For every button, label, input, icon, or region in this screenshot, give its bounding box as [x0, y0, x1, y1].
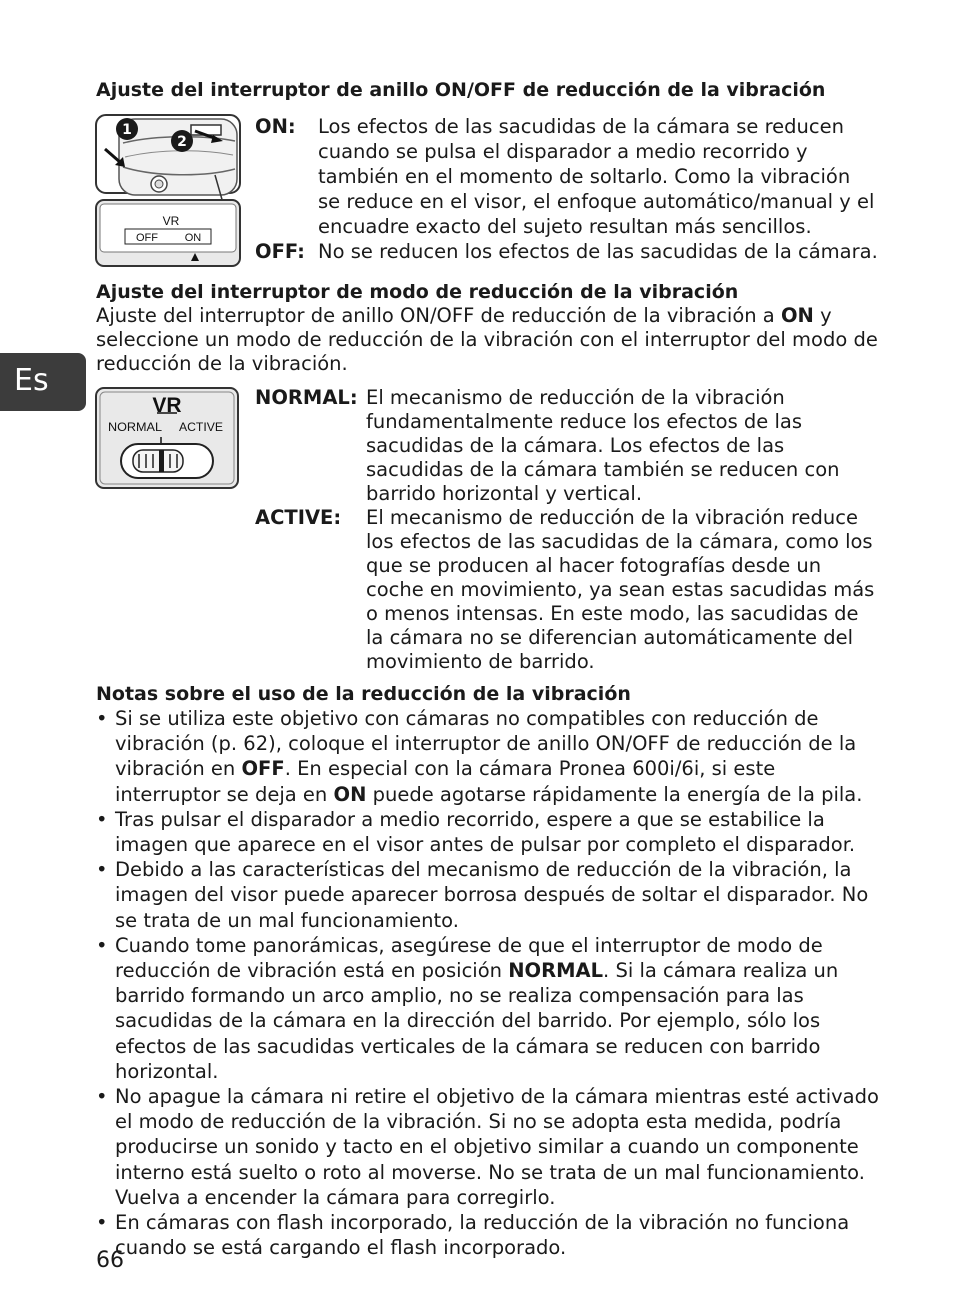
- note4-text-b: . Si la cámara realiza un barrido formando un arco amplio, no se realiza compensación para las sacudidas de la cámara en la dirección del barrido. Por ejemplo, sólo los efectos de las sacudidas verticales de la cámara se reducen con barrido horizontal.: [115, 959, 839, 1083]
- vr-switch-off-label: OFF: [136, 232, 158, 244]
- vr-mode-title: VR: [152, 394, 182, 417]
- language-tab-label: Es: [14, 363, 49, 398]
- note1-off: OFF: [241, 757, 285, 781]
- section2-title: Ajuste del interruptor de modo de reducción de la vibración: [96, 281, 739, 303]
- list-item: [96, 857, 886, 933]
- on-description: Los efectos de las sacudidas de la cámara se reducen cuando se pulsa el disparador a medio recorrido y también en el momento de soltarlo. Como la vibración se reduce en el visor, el enfoque automático/manual y el encuadre exacto del sujeto resultan más sencillos.: [318, 115, 875, 238]
- note4-normal: NORMAL: [508, 959, 604, 983]
- language-tab: [0, 353, 86, 411]
- note4-text-a: Cuando tome panorámicas, asegúrese de que el interruptor de modo de reducción de vibración está en posición: [115, 933, 823, 983]
- vr-mode-active-label: ACTIVE: [179, 420, 223, 434]
- off-description: No se reducen los efectos de las sacudidas de la cámara.: [318, 240, 878, 263]
- vr-switch-title: VR: [162, 214, 180, 228]
- lens-switch-illustration: [95, 113, 243, 269]
- list-item: [96, 706, 886, 807]
- list-item: [96, 1084, 886, 1210]
- note1-on: ON: [333, 782, 367, 806]
- note3-text: Debido a las características del mecanismo de reducción de la vibración, la imagen del visor puede aparecer borrosa después de soltar el disparador. No se trata de un mal funcionamiento.: [115, 858, 869, 932]
- section2-intro-text-b: y seleccione un modo de reducción de la vibración con el interruptor del modo de reducción de la vibración.: [96, 304, 878, 375]
- normal-description: El mecanismo de reducción de la vibración fundamentalmente reduce los efectos de las sacudidas de la cámara. Los efectos de las sacudidas de la cámara también se reducen con barrido horizontal y vertical.: [366, 386, 840, 505]
- section2-intro: [96, 304, 886, 376]
- note5-text: No apague la cámara ni retire el objetivo de la cámara mientras esté activado el modo de reducción de la vibración. Si no se adopta esta medida, podría producirse un sonido y tacto en el objetivo similar a cuando un componente interno está suelto o roto al moverse. No se trata de un mal funcionamiento. Vuelva a encender la cámara para corregirlo.: [115, 1085, 879, 1209]
- list-item: [96, 1210, 886, 1260]
- note2-text: Tras pulsar el disparador a medio recorrido, espere a que se estabilice la imagen que aparece en el visor antes de pulsar por completo el disparador.: [115, 807, 856, 857]
- section1-title: Ajuste del interruptor de anillo ON/OFF de reducción de la vibración: [96, 79, 826, 101]
- vr-mode-figure: [95, 387, 241, 491]
- list-item: [96, 807, 886, 857]
- note6-text: En cámaras con flash incorporado, la reducción de la vibración no funciona cuando se está cargando el flash incorporado.: [115, 1211, 850, 1260]
- note1-text-a: Si se utiliza este objetivo con cámaras no compatibles con reducción de vibración (p. 62), coloque el interruptor de anillo ON/OFF de reducción de la vibración en: [115, 707, 857, 781]
- section3-title: Notas sobre el uso de la reducción de la vibración: [96, 683, 631, 705]
- list-item: [96, 933, 886, 1084]
- note1-text-c: puede agotarse rápidamente la energía de la pila.: [366, 782, 863, 806]
- callout-2-label: 2: [177, 134, 187, 150]
- note1-text-b: . En especial con la cámara Pronea 600i/6i, si este interruptor se deja en: [115, 757, 776, 806]
- notes-list: [96, 706, 886, 1260]
- off-label: OFF:: [255, 240, 305, 263]
- normal-label: NORMAL:: [255, 386, 358, 409]
- vr-on-off-figure: [95, 113, 243, 269]
- section2-intro-text-a: Ajuste del interruptor de anillo ON/OFF de reducción de la vibración a: [96, 304, 781, 327]
- on-label: ON:: [255, 115, 296, 138]
- vr-switch-on-label: ON: [184, 232, 202, 244]
- page-number: 66: [96, 1248, 124, 1273]
- active-label: ACTIVE:: [255, 506, 342, 529]
- active-description: El mecanismo de reducción de la vibración reduce los efectos de las sacudidas de la cámara, como los que se producen al hacer fotografías desde un coche en movimiento, ya sean estas sacudidas más o menos intensas. En este modo, las sacudidas de la cámara no se diferencian automáticamente del movimiento de barrido.: [366, 506, 875, 673]
- vr-mode-normal-label: NORMAL: [108, 420, 163, 434]
- vr-mode-switch-illustration: [95, 387, 241, 491]
- callout-1-label: 1: [122, 122, 132, 138]
- section2-intro-on: ON: [780, 304, 814, 327]
